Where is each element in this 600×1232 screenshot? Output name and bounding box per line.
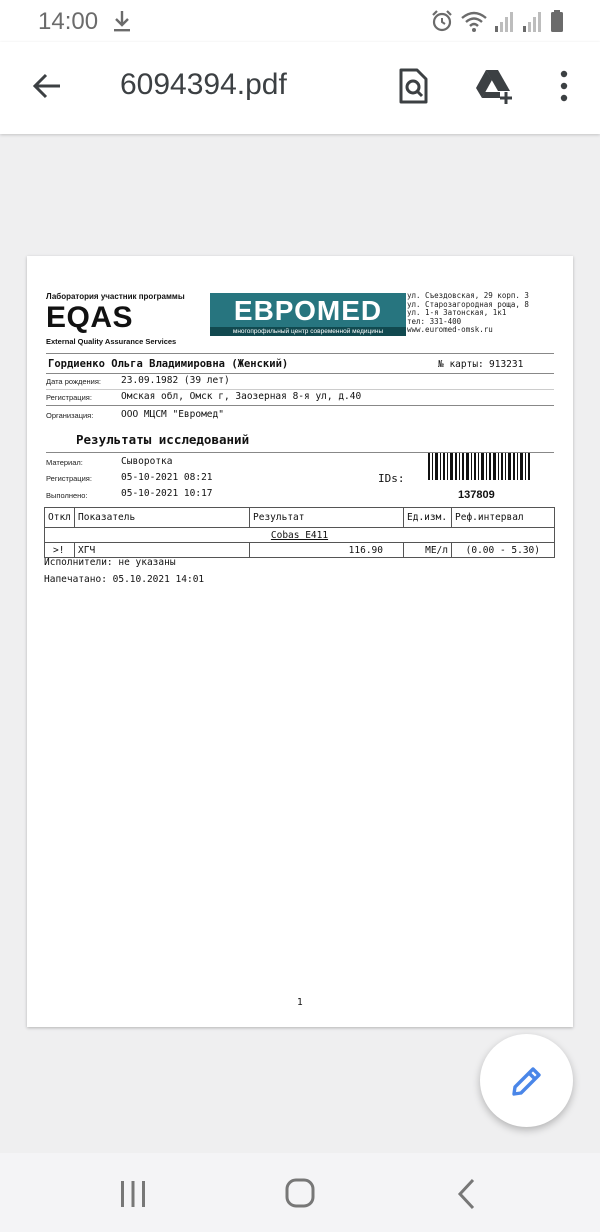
back-nav-icon[interactable] (448, 1177, 488, 1211)
col-header: Результат (250, 508, 404, 528)
performers-text: Исполнители: не указаны (44, 557, 176, 568)
battery-icon (550, 9, 564, 33)
material-value: Сыворотка (121, 456, 173, 467)
edit-button[interactable] (480, 1034, 573, 1127)
alarm-icon (430, 9, 454, 33)
wifi-icon (460, 9, 488, 33)
pdf-page (27, 256, 573, 1027)
card-label: № карты: (438, 359, 484, 370)
status-bar (0, 0, 600, 42)
cell-unit: МЕ/л (404, 543, 452, 558)
barcode (428, 453, 530, 480)
system-nav-bar (0, 1153, 600, 1232)
col-header: Ед.изм. (404, 508, 452, 528)
home-icon[interactable] (280, 1177, 320, 1211)
done-label: Выполнено: (46, 491, 88, 500)
eqas-subtitle: External Quality Assurance Services (46, 337, 177, 346)
status-time: 14:00 (38, 8, 99, 35)
cell-name: ХГЧ (75, 543, 250, 558)
table-header-row (45, 508, 555, 528)
registration-value: 05-10-2021 08:21 (121, 472, 213, 483)
group-name: Cobas E411 (270, 529, 329, 541)
cell-ref: (0.00 - 5.30) (452, 543, 555, 558)
more-vert-icon[interactable] (544, 66, 584, 106)
app-bar (0, 42, 600, 134)
recent-apps-icon[interactable] (113, 1177, 153, 1211)
done-value: 05-10-2021 10:17 (121, 488, 213, 499)
signal-icon (522, 9, 544, 33)
reg-address-value: Омская обл, Омск г, Заозерная 8-я ул, д.40 (121, 391, 362, 402)
barcode-number: 137809 (458, 489, 495, 501)
printed-text: Напечатано: 05.10.2021 14:01 (44, 574, 205, 585)
table-row (45, 543, 555, 558)
page-number: 1 (297, 997, 303, 1008)
col-header: Реф.интервал (452, 508, 555, 528)
results-table (44, 507, 555, 558)
org-value: ООО МЦСМ "Евромед" (121, 409, 224, 420)
edit-pencil-icon (510, 1064, 544, 1098)
card-number: 913231 (489, 359, 524, 370)
signal-icon (494, 9, 516, 33)
find-in-page-icon[interactable] (393, 66, 433, 106)
table-group-row (45, 528, 555, 543)
material-label: Материал: (46, 458, 83, 467)
birth-label: Дата рождения: (46, 377, 101, 386)
birth-value: 23.09.1982 (39 лет) (121, 375, 230, 386)
reg-address-label: Регистрация: (46, 393, 92, 402)
file-name-title: 6094394.pdf (120, 68, 287, 101)
ids-label: IDs: (378, 472, 405, 485)
lab-participant-label: Лаборатория участник программы (46, 292, 185, 301)
back-arrow-icon[interactable] (30, 68, 66, 104)
cell-result: 116.90 (250, 543, 404, 558)
add-to-drive-icon[interactable] (473, 66, 513, 106)
clinic-address: ул. Съездовская, 29 корп. 3 ул. Старозагородная роща, 8 ул. 1-я Затонская, 1к1 тел: 331-400 www.euromed-omsk.ru (407, 291, 529, 334)
cell-flag: >! (45, 543, 75, 558)
eqas-title: EQAS (46, 301, 134, 334)
org-label: Организация: (46, 411, 94, 420)
download-icon (112, 8, 132, 34)
results-title: Результаты исследований (76, 432, 250, 447)
patient-name: Гордиенко Ольга Владимировна (Женский) (48, 358, 289, 370)
col-header: Откл (45, 508, 75, 528)
registration-label: Регистрация: (46, 474, 92, 483)
col-header: Показатель (75, 508, 250, 528)
euromed-logo: ЕВРОМЕD многопрофильный центр современной медицины (210, 293, 406, 336)
